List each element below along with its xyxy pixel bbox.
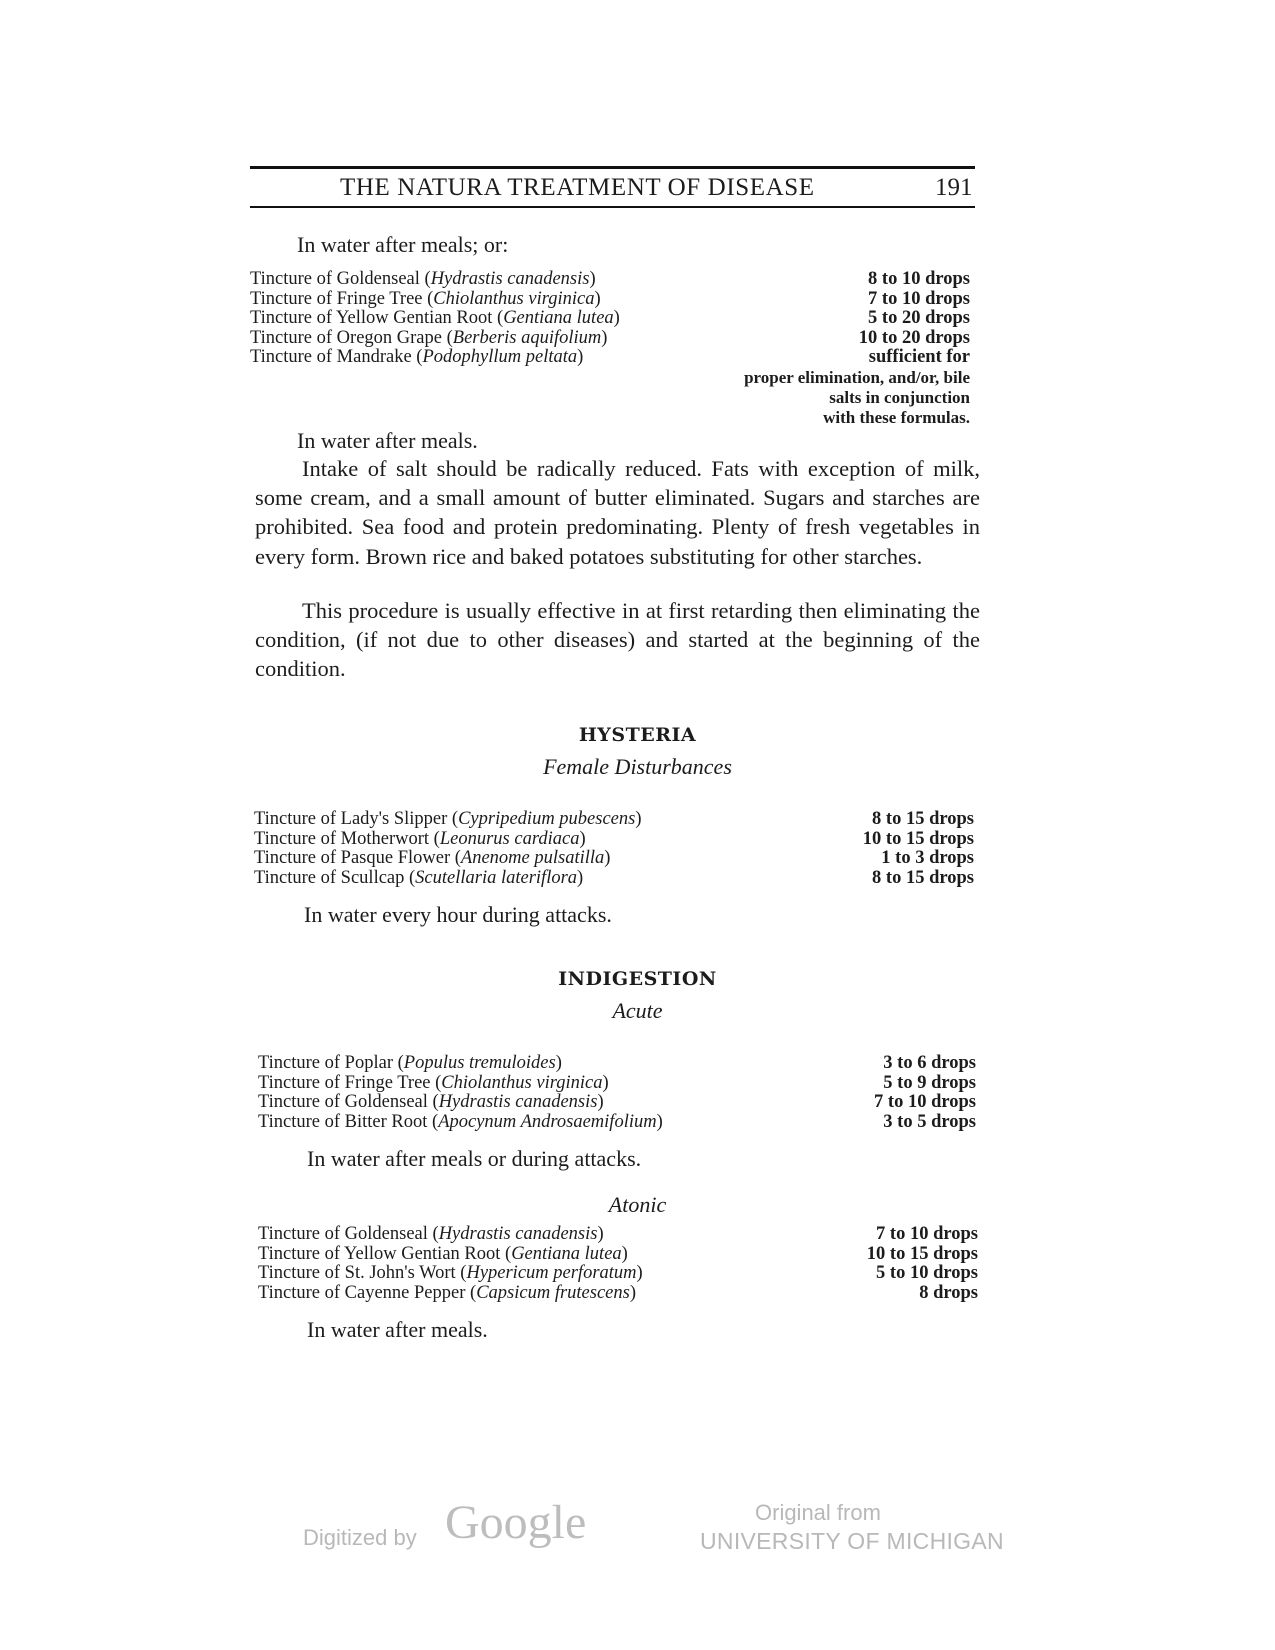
indigestion-acute-prescription — [258, 1054, 976, 1132]
block1-dosage-note: proper elimination, and/or, bile salts in conjunction with these formulas. — [744, 368, 970, 427]
prescription-row: Tincture of Motherwort (Leonurus cardiaca) 10 to 15 drops — [254, 828, 974, 849]
acute-instruction: In water after meals or during attacks. — [307, 1146, 642, 1171]
indigestion-atonic-prescription — [258, 1225, 978, 1303]
digitized-by-text: Digitized by — [303, 1525, 417, 1550]
hysteria-prescription — [254, 810, 974, 888]
prescription-row: Tincture of Goldenseal (Hydrastis canadensis) 7 to 10 drops — [258, 1092, 976, 1113]
prescription-row: Tincture of Cayenne Pepper (Capsicum frutescens) 8 drops — [258, 1282, 978, 1303]
prescription-row: Tincture of Fringe Tree (Chiolanthus virginica) 7 to 10 drops — [250, 288, 970, 309]
prescription-row: Tincture of Yellow Gentian Root (Gentiana lutea) 5 to 20 drops — [250, 308, 970, 329]
university-text: UNIVERSITY OF MICHIGAN — [700, 1528, 1004, 1554]
hysteria-instruction: In water every hour during attacks. — [304, 902, 612, 927]
google-logo: Google — [445, 1496, 587, 1549]
paragraph-diet: Intake of salt should be radically reduced. Fats with exception of milk, some cream, and a small amount of butter eliminated. Sugars and starches are prohibited. Sea food and protein predominating. Plenty of fresh vegetables in every form. Brown rice and baked potatoes substituting for other starches. — [255, 456, 980, 569]
block1-outro: In water after meals. — [297, 428, 478, 453]
prescription-row: Tincture of St. John's Wort (Hypericum perforatum) 5 to 10 drops — [258, 1263, 978, 1284]
running-header-title: THE NATURA TREATMENT OF DISEASE — [340, 174, 815, 201]
section-title-hysteria: HYSTERIA — [578, 724, 697, 746]
header-rule-top — [250, 166, 975, 169]
prescription-row: Tincture of Goldenseal (Hydrastis canadensis) 8 to 10 drops — [250, 269, 970, 289]
prescription-row: Tincture of Mandrake (Podophyllum peltata) sufficient for — [250, 347, 970, 368]
prescription-row: Tincture of Goldenseal (Hydrastis canadensis) 7 to 10 drops — [258, 1224, 978, 1244]
section-subtitle-acute: Acute — [612, 998, 663, 1023]
block1-prescription — [250, 270, 970, 368]
prescription-row: Tincture of Scullcap (Scutellaria lateriflora) 8 to 15 drops — [254, 867, 974, 888]
paragraph-procedure: This procedure is usually effective in at first retarding then eliminating the condition, (if not due to other diseases) and started at the beginning of the condition. — [255, 598, 980, 682]
prescription-row: Tincture of Oregon Grape (Berberis aquifolium) 10 to 20 drops — [250, 327, 970, 348]
atonic-instruction: In water after meals. — [307, 1317, 488, 1342]
prescription-row: Tincture of Yellow Gentian Root (Gentiana lutea) 10 to 15 drops — [258, 1243, 978, 1264]
section-subtitle-hysteria: Female Disturbances — [543, 754, 732, 779]
page-number: 191 — [935, 174, 973, 201]
original-from-text: Original from — [755, 1500, 881, 1525]
section-subtitle-atonic: Atonic — [608, 1192, 667, 1217]
prescription-row: Tincture of Lady's Slipper (Cypripedium pubescens) 8 to 15 drops — [254, 809, 974, 829]
block1-intro: In water after meals; or: — [297, 232, 509, 257]
prescription-row: Tincture of Fringe Tree (Chiolanthus virginica) 5 to 9 drops — [258, 1072, 976, 1093]
header-rule-bottom — [250, 206, 975, 208]
prescription-row: Tincture of Poplar (Populus tremuloides) 3 to 6 drops — [258, 1053, 976, 1073]
prescription-row: Tincture of Pasque Flower (Anenome pulsatilla) 1 to 3 drops — [254, 848, 974, 869]
section-title-indigestion: INDIGESTION — [558, 968, 717, 990]
prescription-row: Tincture of Bitter Root (Apocynum Androsaemifolium) 3 to 5 drops — [258, 1111, 976, 1132]
